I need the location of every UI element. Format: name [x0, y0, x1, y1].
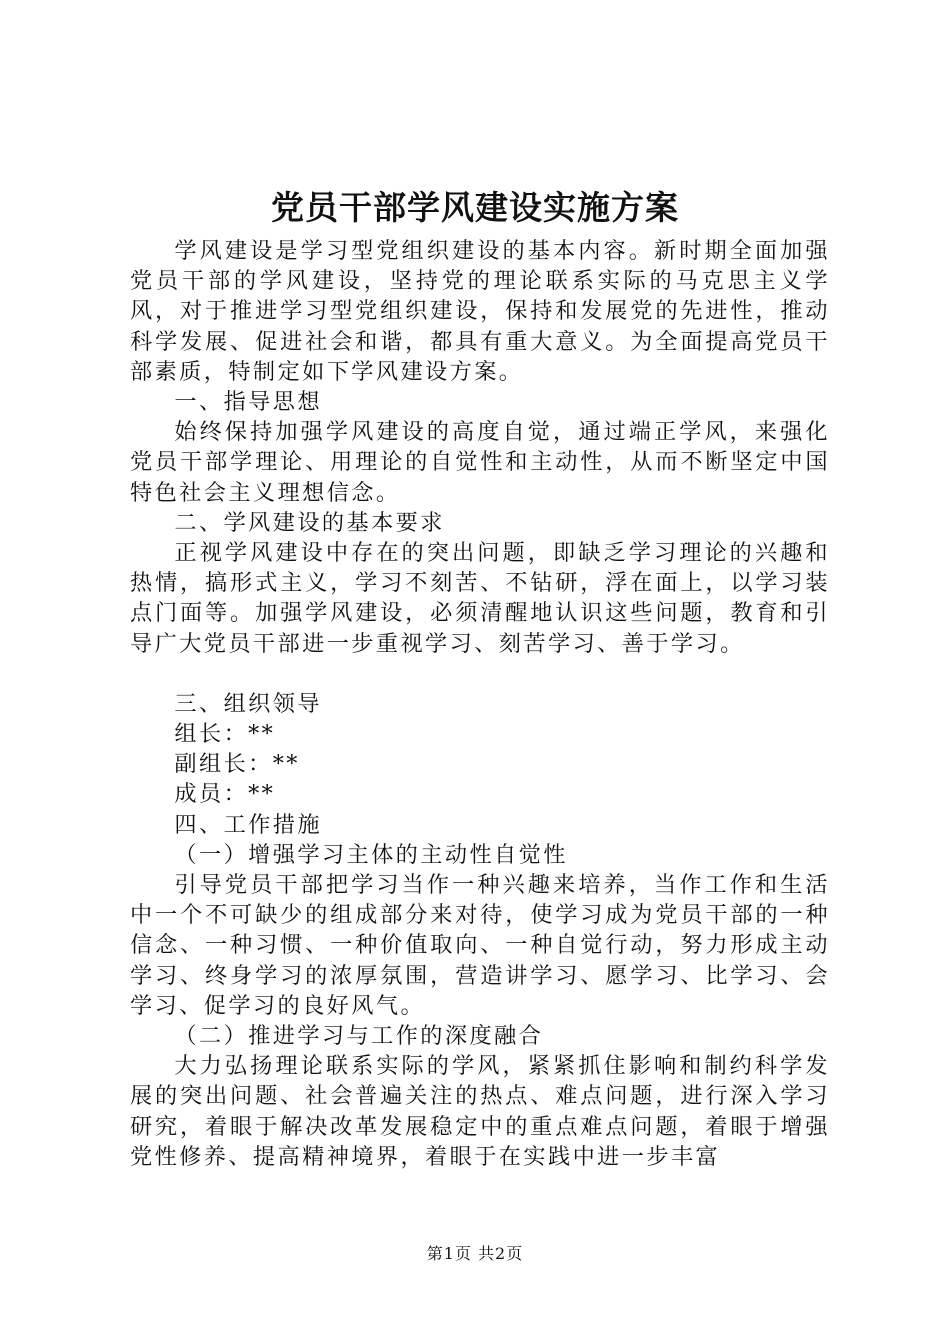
section-heading-guiding-ideology: 一、指导思想: [174, 389, 322, 416]
document-body: [130, 236, 830, 1172]
section-paragraph-basic-requirements: 正视学风建设中存在的突出问题，即缺乏学习理论的兴趣和热情，搞形式主义，学习不刻苦、不钻研，浮在面上，以学习装点门面等。加强学风建设，必须清醒地认识这些问题，教育和引导广大党员干部进一步重视学习、刻苦学习、善于学习。: [130, 540, 830, 657]
organization-members: 成员：**: [174, 781, 276, 808]
organization-leader: 组长：**: [174, 721, 276, 748]
paragraph-spacer: [130, 659, 830, 689]
page-number-footer: 第1页 共2页: [426, 1244, 524, 1263]
document-title: 党员干部学风建设实施方案: [271, 188, 679, 227]
subsection-heading-integration: （二）推进学习与工作的深度融合: [174, 1023, 544, 1050]
section-heading-work-measures: 四、工作措施: [174, 811, 322, 838]
subsection-heading-initiative: （一）增强学习主体的主动性自觉性: [174, 841, 568, 868]
section-heading-basic-requirements: 二、学风建设的基本要求: [174, 509, 445, 536]
section-heading-organization: 三、组织领导: [174, 690, 322, 717]
subsection-paragraph-initiative: 引导党员干部把学习当作一种兴趣来培养，当作工作和生活中一个不可缺少的组成部分来对待，使学习成为党员干部的一种信念、一种习惯、一种价值取向、一种自觉行动，努力形成主动学习、终身学习的浓厚氛围，营造讲学习、愿学习、比学习、会学习、促学习的良好风气。: [130, 872, 830, 1019]
organization-deputy-leader: 副组长：**: [174, 751, 300, 778]
section-paragraph-guiding-ideology: 始终保持加强学风建设的高度自觉，通过端正学风，来强化党员干部学理论、用理论的自觉性和主动性，从而不断坚定中国特色社会主义理想信念。: [130, 419, 830, 506]
subsection-paragraph-integration: 大力弘扬理论联系实际的学风，紧紧抓住影响和制约科学发展的突出问题、社会普遍关注的热点、难点问题，进行深入学习研究，着眼于解决改革发展稳定中的重点难点问题，着眼于增强党性修养、提高精神境界，着眼于在实践中进一步丰富: [130, 1053, 830, 1170]
intro-paragraph: 学风建设是学习型党组织建设的基本内容。新时期全面加强党员干部的学风建设，坚持党的理论联系实际的马克思主义学风，对于推进学习型党组织建设，保持和发展党的先进性，推动科学发展、促进社会和谐，都具有重大意义。为全面提高党员干部素质，特制定如下学风建设方案。: [130, 238, 830, 385]
